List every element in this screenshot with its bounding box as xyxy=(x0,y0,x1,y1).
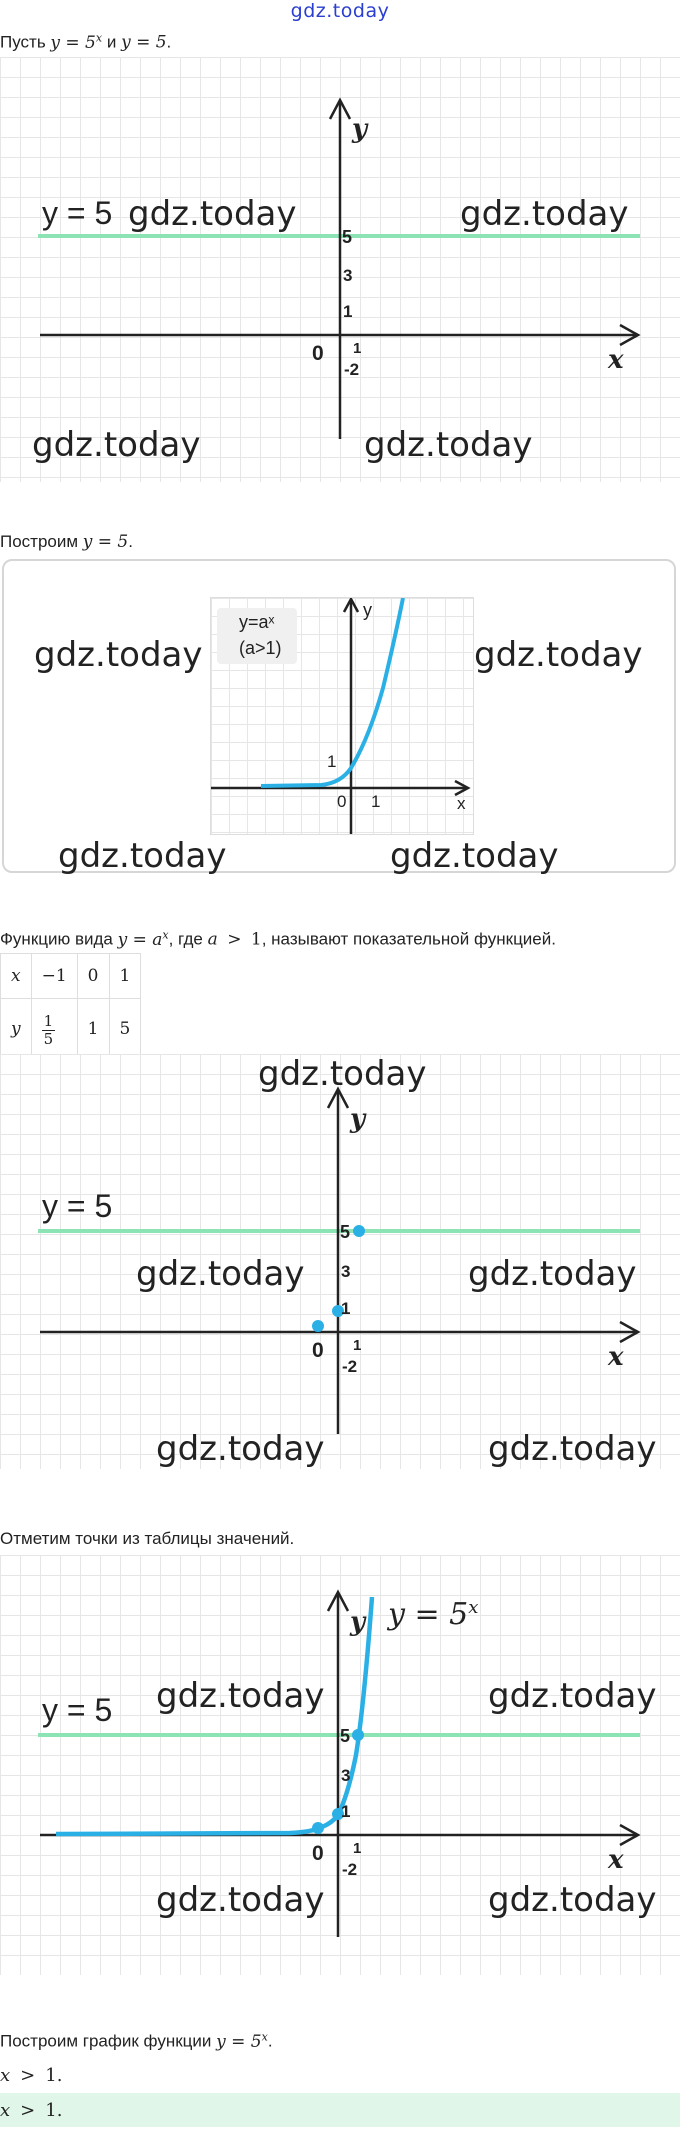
answer-text xyxy=(0,2100,62,2121)
build-graph-post: . xyxy=(267,2031,273,2051)
tick-x1: 1 xyxy=(353,1337,362,1354)
watermark: gdz.today xyxy=(156,1429,325,1469)
intro-pre: Пусть xyxy=(0,32,51,52)
ineq-x: x xyxy=(0,2065,11,2086)
watermark: gdz.today xyxy=(488,1676,657,1716)
formula-exp: x xyxy=(95,31,103,44)
table-cell: x xyxy=(1,954,32,999)
x-axis-label: x xyxy=(608,1845,624,1875)
tick-x1: 1 xyxy=(353,1840,362,1857)
intro-text xyxy=(0,31,171,53)
tick-1: 1 xyxy=(343,302,353,321)
intro-mid: и xyxy=(102,32,122,52)
formula-base: y = 5 xyxy=(50,32,96,53)
fraction-one-fifth xyxy=(42,1013,56,1048)
point-neg1 xyxy=(312,1822,324,1834)
formula-base: y = 5 xyxy=(216,2031,262,2052)
line-label: y = 5 xyxy=(42,195,113,231)
ref-y-label: y xyxy=(363,600,372,620)
table-row xyxy=(1,999,141,1060)
formula-y-5: y = 5 xyxy=(121,32,167,53)
build-graph-text xyxy=(0,2030,273,2052)
tick-m2: -2 xyxy=(342,1860,358,1879)
table-cell: 1 xyxy=(77,999,109,1060)
cond-gt: > xyxy=(227,929,242,950)
point-1 xyxy=(353,1225,365,1237)
point-neg1 xyxy=(312,1320,324,1332)
tick-5: 5 xyxy=(340,1222,351,1242)
x-axis-label: x xyxy=(608,1342,624,1372)
watermark: gdz.today xyxy=(258,1054,427,1094)
graph-exponential xyxy=(0,1555,680,1975)
watermark: gdz.today xyxy=(364,425,533,465)
tick-m2: -2 xyxy=(342,1357,358,1376)
ref-tick-1: 1 xyxy=(327,752,337,771)
fraction-den: 5 xyxy=(43,1029,54,1048)
ans-x: x xyxy=(0,2100,11,2121)
formula-y-5: y = 5 xyxy=(82,532,129,552)
intro-post: . xyxy=(166,32,172,52)
cond-a: a xyxy=(207,929,218,950)
table-cell xyxy=(31,999,77,1060)
ans-gt: > xyxy=(20,2100,36,2121)
inequality-line xyxy=(0,2065,62,2086)
curve-label xyxy=(388,1597,478,1632)
build-pre: Построим xyxy=(0,532,83,551)
watermark: gdz.today xyxy=(390,836,559,876)
table-row xyxy=(1,954,141,999)
ref-legend-box xyxy=(217,608,297,664)
watermark: gdz.today xyxy=(474,635,643,675)
table-cell: 0 xyxy=(77,954,109,999)
origin-label: 0 xyxy=(312,342,324,365)
formula-y-5x xyxy=(50,33,102,53)
formula-y-ax xyxy=(118,930,169,950)
formula-base: y = a xyxy=(117,929,163,950)
graph-points xyxy=(0,1054,680,1469)
ref-legend-2: (a>1) xyxy=(239,638,282,658)
watermark: gdz.today xyxy=(32,425,201,465)
tick-5: 5 xyxy=(342,227,353,247)
watermark: gdz.today xyxy=(156,1880,325,1920)
x-axis-label: x xyxy=(608,345,624,375)
ref-origin: 0 xyxy=(337,792,347,811)
origin-label: 0 xyxy=(312,1842,324,1865)
def-pre: Функцию вида xyxy=(0,929,118,949)
tick-3: 3 xyxy=(341,1766,351,1785)
ineq-value: 1. xyxy=(45,2065,63,2086)
reference-grid xyxy=(210,597,474,835)
origin-label: 0 xyxy=(312,1339,324,1362)
build-y5-text xyxy=(0,532,133,552)
curve-label-base: y = 5 xyxy=(388,1597,469,1632)
table-cell: 1 xyxy=(109,954,141,999)
watermark: gdz.today xyxy=(156,1676,325,1716)
cond-1: 1 xyxy=(250,929,262,950)
tick-1: 1 xyxy=(341,1802,351,1821)
tick-3: 3 xyxy=(343,266,353,285)
site-title[interactable]: gdz.today xyxy=(290,0,390,22)
def-post: , называют показательной функцией. xyxy=(261,929,556,949)
table-cell: −1 xyxy=(31,954,77,999)
tick-x1: 1 xyxy=(353,340,362,357)
fraction-num: 1 xyxy=(43,1011,54,1030)
curve-label-exp: x xyxy=(468,1597,479,1618)
line-label: y = 5 xyxy=(42,1692,113,1728)
build-graph-pre: Построим график функции xyxy=(0,2031,217,2051)
values-table xyxy=(0,953,141,1060)
watermark: gdz.today xyxy=(58,836,227,876)
point-1 xyxy=(352,1729,364,1741)
formula-y-5x xyxy=(216,2032,268,2052)
watermark: gdz.today xyxy=(128,194,297,234)
table-cell: 5 xyxy=(109,999,141,1060)
y-axis-label: y xyxy=(350,1607,366,1637)
reference-figure xyxy=(2,559,676,876)
watermark: gdz.today xyxy=(34,635,203,675)
def-mid: , где xyxy=(168,929,208,949)
watermark: gdz.today xyxy=(488,1880,657,1920)
table-cell: y xyxy=(1,999,32,1060)
line-label: y = 5 xyxy=(42,1188,113,1224)
watermark: gdz.today xyxy=(488,1429,657,1469)
tick-3: 3 xyxy=(341,1262,351,1281)
tick-5: 5 xyxy=(340,1726,351,1746)
y-axis-label: y xyxy=(352,114,368,144)
y-axis-label: y xyxy=(350,1104,366,1134)
mark-points-text: Отметим точки из таблицы значений. xyxy=(0,1529,295,1548)
watermark: gdz.today xyxy=(460,194,629,234)
ref-x-label: x xyxy=(457,794,466,813)
watermark: gdz.today xyxy=(468,1254,637,1294)
ineq-gt: > xyxy=(20,2065,36,2086)
graph1-svg xyxy=(0,57,680,482)
ref-tick-x1: 1 xyxy=(371,792,381,811)
answer-box xyxy=(0,2093,680,2127)
build-post: . xyxy=(128,532,133,551)
definition-text xyxy=(0,928,556,950)
tick-m2: -2 xyxy=(344,360,360,379)
formula-exp: x xyxy=(162,928,169,941)
formula-exp: x xyxy=(261,2030,268,2043)
ans-value: 1. xyxy=(45,2100,63,2121)
watermark: gdz.today xyxy=(136,1254,305,1294)
ref-legend-1: y=aˣ xyxy=(239,612,275,632)
tick-1: 1 xyxy=(341,1299,351,1318)
graph-line-y5 xyxy=(0,57,680,482)
